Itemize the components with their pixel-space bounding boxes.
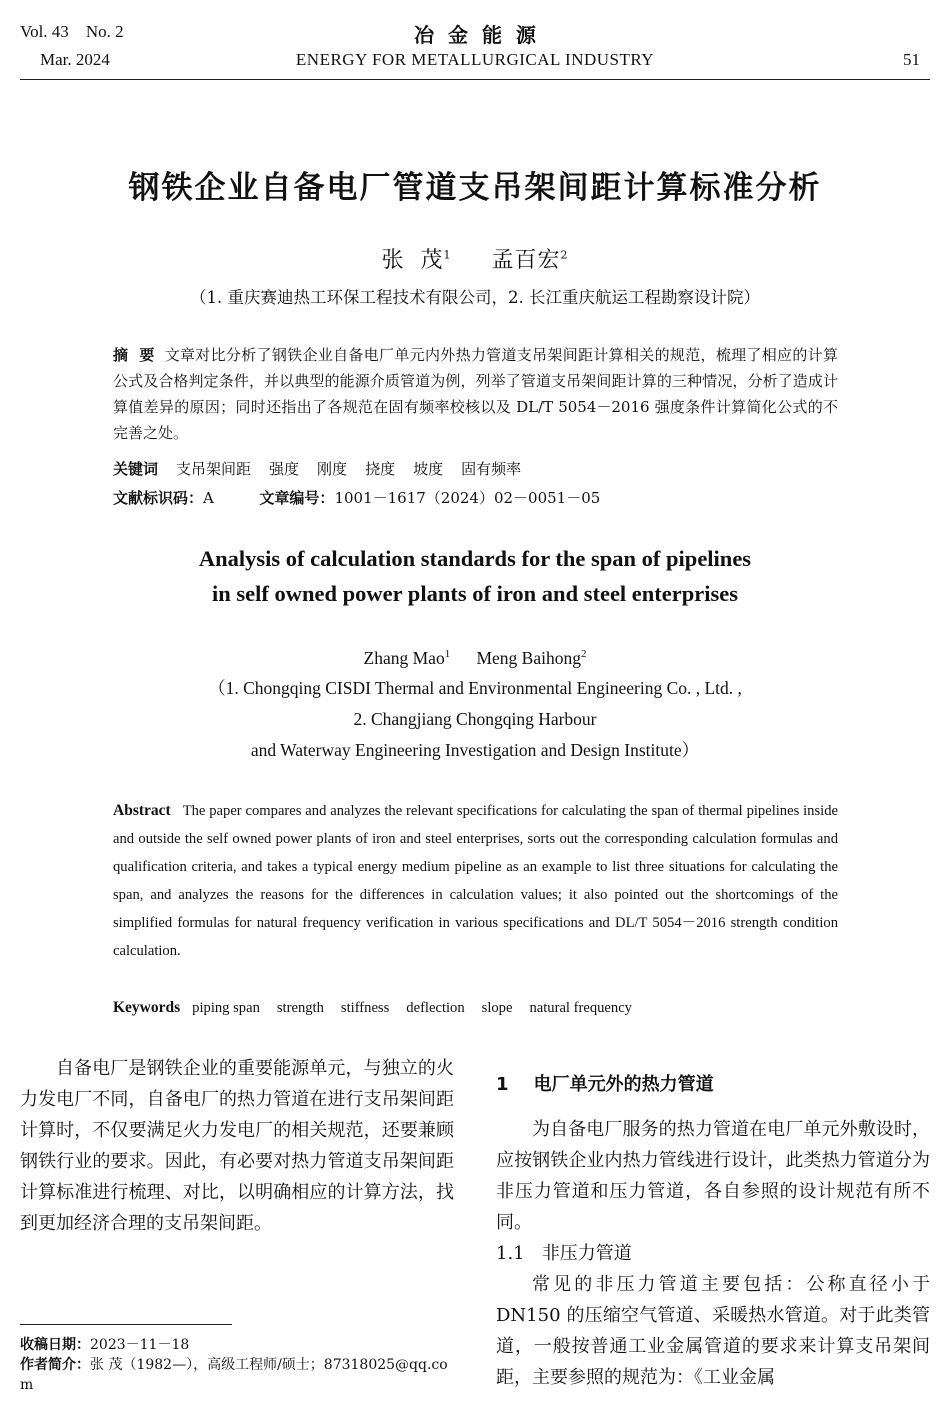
- page-number: 51: [903, 50, 920, 69]
- header-date: Mar. 2024: [40, 50, 110, 69]
- authors-cn: [0, 243, 950, 274]
- body-left-column: [20, 1053, 454, 1239]
- journal-name-cn: 冶 金 能 源: [414, 23, 536, 47]
- section-1-text: 为自备电厂服务的热力管道在电厂单元外敷设时，应按钢铁企业内热力管线进行设计，此类热力管道分为非压力管道和压力管道，各自参照的设计规范有所不同。: [496, 1119, 930, 1233]
- authors-en: Zhang Mao$^1$ Meng Baihong$^2$: [363, 648, 587, 668]
- abstract-en-label: Abstract: [113, 802, 171, 819]
- received-date: 收稿日期：2023－11－18: [20, 1337, 190, 1353]
- abstract-cn: [113, 342, 838, 446]
- keywords-en: Keywords piping span strength stiffness deflection slope natural frequency: [113, 999, 632, 1016]
- affiliation-cn: （1. 重庆赛迪热工环保工程技术有限公司，2. 长江重庆航运工程勘察设计院）: [190, 288, 760, 307]
- section-1-heading: 1 电厂单元外的热力管道: [496, 1074, 714, 1095]
- title-cn: 钢铁企业自备电厂管道支吊架间距计算标准分析: [128, 170, 822, 206]
- author-2-sup: 2: [560, 248, 569, 262]
- footnote-rule: [20, 1324, 232, 1325]
- abstract-en: [113, 797, 838, 965]
- affiliation-en-line-1: （1. Chongqing CISDI Thermal and Environmental Engineering Co. , Ltd. ,: [208, 678, 742, 698]
- section-1-1-text: 常见的非压力管道主要包括：公称直径小于DN150 的压缩空气管道、采暖热水管道。对于此类管道，一般按普通工业金属管道的要求来计算支吊架间距，主要参照的规范为：《工业金属: [496, 1274, 930, 1388]
- section-1-1-heading: 1.1 非压力管道: [496, 1243, 632, 1264]
- doc-code: 文献标识码：A 文章编号：1001－1617（2024）02－0051－05: [113, 489, 601, 507]
- header-volume: Vol. 43 No. 2: [20, 22, 124, 41]
- keywords-cn: 关键词 支吊架间距 强度 刚度 挠度 坡度 固有频率: [113, 460, 522, 478]
- author-info: 作者简介：张 茂（1982—），高级工程师/硕士；87318025@qq.com: [20, 1357, 448, 1393]
- footnote: [20, 1335, 460, 1395]
- keywords-en-label: Keywords: [113, 999, 181, 1016]
- journal-name-en: ENERGY FOR METALLURGICAL INDUSTRY: [295, 50, 655, 69]
- author-1-name: 张 茂: [381, 248, 444, 273]
- header-rule: [20, 79, 930, 80]
- title-en-line-2: in self owned power plants of iron and steel enterprises: [211, 581, 739, 606]
- author-1-sup: 1: [443, 248, 452, 262]
- abstract-cn-label: 摘 要: [113, 346, 155, 364]
- affiliation-en-line-3: and Waterway Engineering Investigation and Design Institute）: [250, 740, 700, 760]
- author-2-name: 孟百宏: [491, 248, 561, 273]
- abstract-en-text: The paper compares and analyzes the relevant specifications for calculating the span of thermal pipelines inside and outside the self owned power plants of iron and steel enterprises, sorts out the corresponding calculation formulas and qualification criteria, and takes a typical energy medium pipeline as an example to list three situations for calculating the span, and analyzes the reasons for the differences in calculation values; it also pointed out the shortcomings of the simplified formulas for natural frequency verification in various specifications and DL/T 5054－2016 strength condition calculation.: [113, 803, 838, 959]
- affiliation-en-line-2: 2. Changjiang Chongqing Harbour: [353, 709, 597, 729]
- keywords-cn-label: 关键词: [113, 460, 159, 478]
- body-right-column: [496, 1069, 930, 1393]
- title-en-line-1: Analysis of calculation standards for the span of pipelines: [198, 546, 752, 571]
- abstract-cn-text: 文章对比分析了钢铁企业自备电厂单元内外热力管道支吊架间距计算相关的规范，梳理了相应的计算公式及合格判定条件，并以典型的能源介质管道为例，列举了管道支吊架间距计算的三种情况，分析了造成计算值差异的原因；同时还指出了各规范在固有频率校核以及 DL/T 5054－2016 强度条件计算简化公式的不完善之处。: [113, 346, 838, 442]
- intro-paragraph: 自备电厂是钢铁企业的重要能源单元，与独立的火力发电厂不同，自备电厂的热力管道在进行支吊架间距计算时，不仅要满足火力发电厂的相关规范，还要兼顾钢铁行业的要求。因此，有必要对热力管道支吊架间距计算标准进行梳理、对比，以明确相应的计算方法，找到更加经济合理的支吊架间距。: [20, 1058, 454, 1234]
